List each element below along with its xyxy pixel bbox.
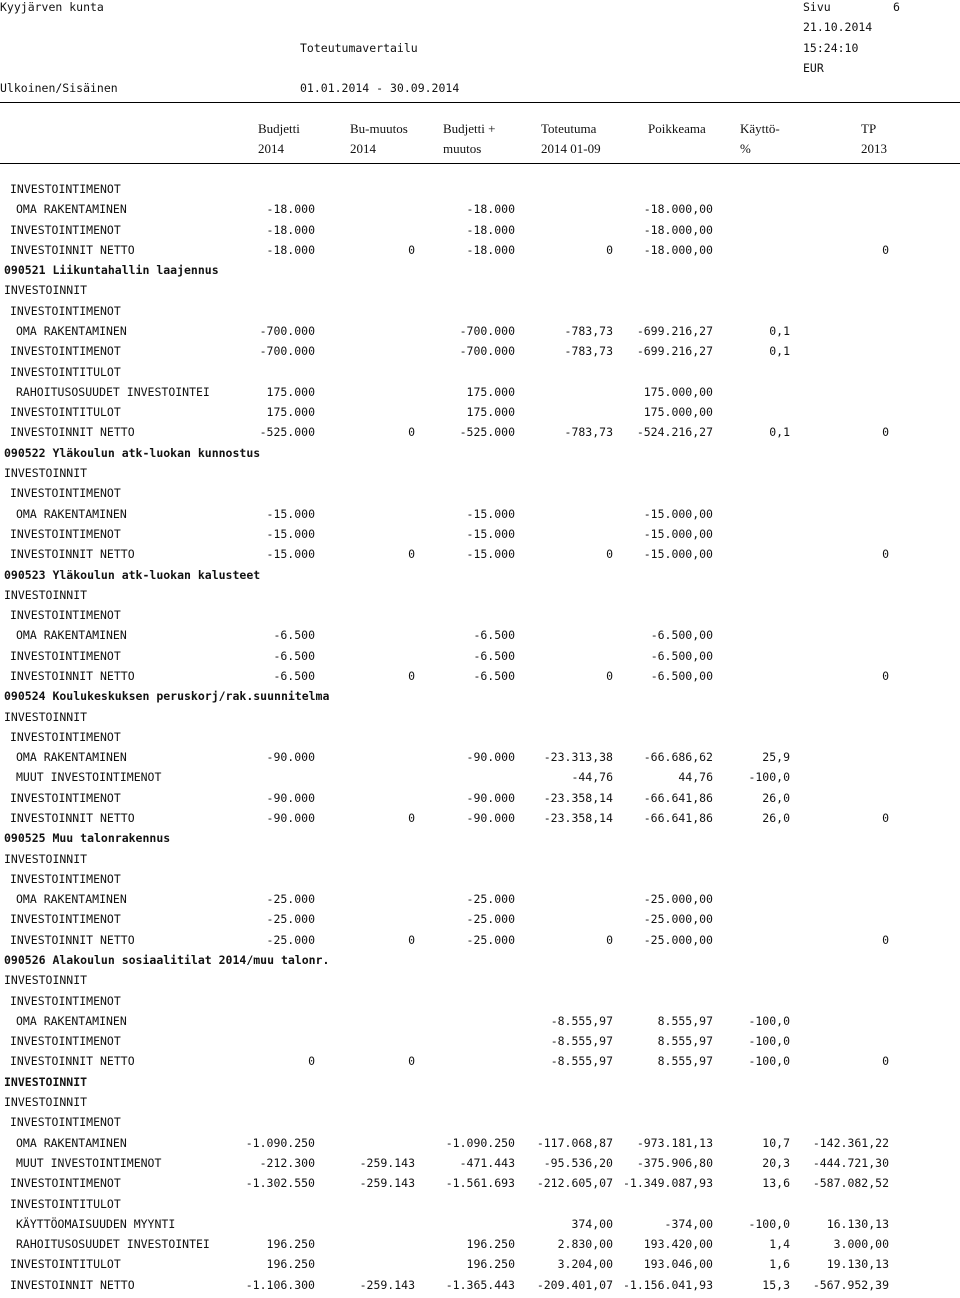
row-label: INVESTOINTIMENOT	[10, 1176, 121, 1190]
row-label: INVESTOINNIT NETTO	[10, 547, 135, 561]
cell-budjetti-muutos: -18.000	[466, 223, 515, 237]
cell-poikkeama: 8.555,97	[657, 1034, 713, 1048]
cell-budjetti: -18.000	[266, 243, 315, 257]
cell-budjetti: -25.000	[266, 892, 315, 906]
table-row	[0, 283, 960, 303]
row-label: INVESTOINNIT NETTO	[10, 243, 135, 257]
row-label: INVESTOINTITULOT	[10, 1197, 121, 1211]
table-row	[0, 831, 960, 851]
cell-budjetti-muutos: -525.000	[459, 425, 515, 439]
cell-toteutuma: -209.401,07	[536, 1278, 613, 1292]
cell-budjetti: 175.000	[266, 385, 315, 399]
section-heading: INVESTOINNIT	[4, 1075, 88, 1089]
table-row	[0, 912, 960, 932]
cell-budjetti: -1.302.550	[245, 1176, 315, 1190]
table-row	[0, 730, 960, 750]
table-row	[0, 791, 960, 811]
table-row	[0, 568, 960, 588]
cell-tp-2013: -567.952,39	[812, 1278, 889, 1292]
cell-budjetti-muutos: -15.000	[466, 547, 515, 561]
header-divider-bottom	[0, 163, 960, 164]
cell-budjetti: -700.000	[259, 324, 315, 338]
table-row	[0, 304, 960, 324]
row-label: INVESTOINTIMENOT	[10, 730, 121, 744]
cell-poikkeama: -25.000,00	[643, 933, 713, 947]
cell-poikkeama: -15.000,00	[643, 547, 713, 561]
cell-budjetti-muutos: -700.000	[459, 324, 515, 338]
cell-budjetti: -90.000	[266, 791, 315, 805]
row-label: INVESTOINTIMENOT	[10, 486, 121, 500]
row-label: OMA RAKENTAMINEN	[16, 324, 127, 338]
row-label: INVESTOINNIT NETTO	[10, 933, 135, 947]
cell-toteutuma: 0	[606, 669, 613, 683]
cell-poikkeama: -15.000,00	[643, 527, 713, 541]
cell-bu-muutos: 0	[408, 425, 415, 439]
cell-poikkeama: 8.555,97	[657, 1014, 713, 1028]
row-label: MUUT INVESTOINTIMENOT	[16, 770, 162, 784]
table-row	[0, 202, 960, 222]
section-heading: 090523 Yläkoulun atk-luokan kalusteet	[4, 568, 261, 582]
cell-tp-2013: 3.000,00	[833, 1237, 889, 1251]
table-row	[0, 1095, 960, 1115]
cell-poikkeama: -1.156.041,93	[622, 1278, 713, 1292]
cell-toteutuma: -117.068,87	[536, 1136, 613, 1150]
cell-bu-muutos: 0	[408, 1054, 415, 1068]
cell-budjetti: -18.000	[266, 202, 315, 216]
cell-budjetti-muutos: -90.000	[466, 791, 515, 805]
section-heading: 090526 Alakoulun sosiaalitilat 2014/muu talonr.	[4, 953, 330, 967]
cell-tp-2013: -444.721,30	[812, 1156, 889, 1170]
section-heading: 090524 Koulukeskuksen peruskorj/rak.suunnitelma	[4, 689, 330, 703]
cell-poikkeama: 175.000,00	[643, 405, 713, 419]
col-header-toteutuma-period: 2014 01-09	[541, 141, 601, 156]
cell-bu-muutos: -259.143	[359, 1156, 415, 1170]
cell-poikkeama: -18.000,00	[643, 243, 713, 257]
table-row	[0, 365, 960, 385]
table-row	[0, 1136, 960, 1156]
report-time: 15:24:10	[803, 41, 859, 55]
cell-toteutuma: 0	[606, 243, 613, 257]
cell-budjetti-muutos: -25.000	[466, 912, 515, 926]
cell-bu-muutos: 0	[408, 933, 415, 947]
cell-poikkeama: 193.420,00	[643, 1237, 713, 1251]
table-row	[0, 608, 960, 628]
cell-poikkeama: -6.500,00	[650, 628, 713, 642]
cell-poikkeama: -699.216,27	[636, 324, 713, 338]
table-row	[0, 547, 960, 567]
col-header-budjetti-year: 2014	[258, 141, 284, 156]
report-scope: Ulkoinen/Sisäinen	[0, 81, 118, 95]
table-row	[0, 1115, 960, 1135]
col-header-tp-year: 2013	[861, 141, 887, 156]
cell-poikkeama: -18.000,00	[643, 202, 713, 216]
row-label: INVESTOINTIMENOT	[10, 791, 121, 805]
table-row	[0, 994, 960, 1014]
table-row	[0, 446, 960, 466]
cell-budjetti-muutos: -1.090.250	[445, 1136, 515, 1150]
cell-budjetti: -25.000	[266, 933, 315, 947]
table-row	[0, 892, 960, 912]
cell-poikkeama: -6.500,00	[650, 649, 713, 663]
row-label: INVESTOINTIMENOT	[10, 304, 121, 318]
cell-kaytto-pct: 0,1	[769, 344, 790, 358]
table-row	[0, 770, 960, 790]
cell-toteutuma: -783,73	[564, 324, 613, 338]
table-row	[0, 1237, 960, 1257]
cell-toteutuma: 374,00	[571, 1217, 613, 1231]
table-row	[0, 182, 960, 202]
section-heading: 090525 Muu talonrakennus	[4, 831, 171, 845]
cell-budjetti-muutos: -18.000	[466, 243, 515, 257]
row-label: INVESTOINTITULOT	[10, 1257, 121, 1271]
cell-poikkeama: -66.641,86	[643, 791, 713, 805]
cell-toteutuma: 0	[606, 547, 613, 561]
cell-budjetti: -15.000	[266, 527, 315, 541]
table-row	[0, 385, 960, 405]
cell-poikkeama: -1.349.087,93	[622, 1176, 713, 1190]
row-label: INVESTOINTIMENOT	[10, 1115, 121, 1129]
cell-tp-2013: 0	[882, 1054, 889, 1068]
cell-poikkeama: 44,76	[678, 770, 713, 784]
cell-tp-2013: 0	[882, 933, 889, 947]
table-row	[0, 872, 960, 892]
cell-poikkeama: -15.000,00	[643, 507, 713, 521]
cell-budjetti-muutos: -90.000	[466, 811, 515, 825]
cell-kaytto-pct: 26,0	[762, 811, 790, 825]
report-title: Toteutumavertailu	[300, 41, 418, 55]
table-row	[0, 628, 960, 648]
cell-budjetti-muutos: -90.000	[466, 750, 515, 764]
cell-budjetti: -6.500	[273, 628, 315, 642]
row-label: INVESTOINNIT	[4, 466, 88, 480]
table-row	[0, 466, 960, 486]
table-row	[0, 405, 960, 425]
cell-budjetti-muutos: -6.500	[473, 649, 515, 663]
table-row	[0, 223, 960, 243]
cell-poikkeama: -375.906,80	[636, 1156, 713, 1170]
cell-tp-2013: 0	[882, 669, 889, 683]
cell-kaytto-pct: 1,4	[769, 1237, 790, 1251]
row-label: INVESTOINTITULOT	[10, 405, 121, 419]
row-label: INVESTOINTIMENOT	[10, 649, 121, 663]
cell-toteutuma: -783,73	[564, 344, 613, 358]
cell-budjetti: -1.090.250	[245, 1136, 315, 1150]
cell-toteutuma: 0	[606, 933, 613, 947]
table-row	[0, 1156, 960, 1176]
cell-budjetti-muutos: -6.500	[473, 628, 515, 642]
row-label: INVESTOINNIT	[4, 1095, 88, 1109]
table-row	[0, 486, 960, 506]
report-period: 01.01.2014 - 30.09.2014	[300, 81, 460, 95]
org-name: Kyyjärven kunta	[0, 0, 104, 14]
table-row	[0, 263, 960, 283]
row-label: INVESTOINTIMENOT	[10, 182, 121, 196]
row-label: INVESTOINNIT NETTO	[10, 1054, 135, 1068]
cell-toteutuma: -23.358,14	[543, 811, 613, 825]
col-header-budjetti: Budjetti	[258, 121, 300, 136]
table-row	[0, 1278, 960, 1298]
table-row	[0, 689, 960, 709]
cell-budjetti-muutos: -25.000	[466, 933, 515, 947]
cell-kaytto-pct: -100,0	[748, 1034, 790, 1048]
cell-poikkeama: -25.000,00	[643, 892, 713, 906]
cell-budjetti-muutos: -6.500	[473, 669, 515, 683]
cell-budjetti: -18.000	[266, 223, 315, 237]
col-header-toteutuma: Toteutuma	[541, 121, 597, 136]
section-heading: 090521 Liikuntahallin laajennus	[4, 263, 219, 277]
cell-budjetti-muutos: -15.000	[466, 507, 515, 521]
table-row	[0, 1014, 960, 1034]
row-label: INVESTOINTITULOT	[10, 365, 121, 379]
cell-budjetti: -212.300	[259, 1156, 315, 1170]
cell-kaytto-pct: 25,9	[762, 750, 790, 764]
table-row	[0, 1054, 960, 1074]
cell-bu-muutos: 0	[408, 669, 415, 683]
page-number: 6	[893, 0, 900, 14]
table-row	[0, 507, 960, 527]
cell-budjetti-muutos: 196.250	[466, 1257, 515, 1271]
cell-toteutuma: -23.313,38	[543, 750, 613, 764]
cell-kaytto-pct: 26,0	[762, 791, 790, 805]
col-header-budjetti-plus: Budjetti +	[443, 121, 496, 136]
cell-bu-muutos: -259.143	[359, 1176, 415, 1190]
table-row	[0, 1257, 960, 1277]
cell-budjetti: 196.250	[266, 1237, 315, 1251]
cell-budjetti-muutos: -25.000	[466, 892, 515, 906]
cell-budjetti-muutos: 175.000	[466, 385, 515, 399]
cell-budjetti: -6.500	[273, 649, 315, 663]
report-date: 21.10.2014	[803, 20, 873, 34]
section-heading: 090522 Yläkoulun atk-luokan kunnostus	[4, 446, 261, 460]
col-header-tp: TP	[861, 121, 877, 136]
table-row	[0, 750, 960, 770]
cell-poikkeama: 193.046,00	[643, 1257, 713, 1271]
page-label: Sivu	[803, 0, 831, 14]
table-row	[0, 973, 960, 993]
cell-toteutuma: -8.555,97	[550, 1034, 613, 1048]
cell-kaytto-pct: 15,3	[762, 1278, 790, 1292]
table-row	[0, 588, 960, 608]
cell-budjetti-muutos: -1.561.693	[445, 1176, 515, 1190]
row-label: INVESTOINNIT	[4, 973, 88, 987]
row-label: INVESTOINNIT NETTO	[10, 425, 135, 439]
row-label: RAHOITUSOSUUDET INVESTOINTEI	[16, 385, 210, 399]
cell-kaytto-pct: 20,3	[762, 1156, 790, 1170]
cell-kaytto-pct: 0,1	[769, 324, 790, 338]
cell-kaytto-pct: 0,1	[769, 425, 790, 439]
cell-tp-2013: 0	[882, 243, 889, 257]
row-label: OMA RAKENTAMINEN	[16, 202, 127, 216]
cell-budjetti: -15.000	[266, 547, 315, 561]
row-label: OMA RAKENTAMINEN	[16, 507, 127, 521]
cell-budjetti: -90.000	[266, 811, 315, 825]
cell-budjetti-muutos: 196.250	[466, 1237, 515, 1251]
cell-bu-muutos: 0	[408, 243, 415, 257]
cell-budjetti: -15.000	[266, 507, 315, 521]
table-row	[0, 933, 960, 953]
table-row	[0, 425, 960, 445]
table-row	[0, 953, 960, 973]
table-row	[0, 344, 960, 364]
row-label: KÄYTTÖOMAISUUDEN MYYNTI	[16, 1217, 176, 1231]
cell-budjetti-muutos: 175.000	[466, 405, 515, 419]
cell-toteutuma: -783,73	[564, 425, 613, 439]
row-label: INVESTOINNIT	[4, 588, 88, 602]
cell-poikkeama: -18.000,00	[643, 223, 713, 237]
table-row	[0, 527, 960, 547]
cell-budjetti-muutos: -471.443	[459, 1156, 515, 1170]
cell-kaytto-pct: -100,0	[748, 1054, 790, 1068]
row-label: OMA RAKENTAMINEN	[16, 628, 127, 642]
row-label: INVESTOINTIMENOT	[10, 527, 121, 541]
row-label: RAHOITUSOSUUDET INVESTOINTEI	[16, 1237, 210, 1251]
row-label: INVESTOINNIT NETTO	[10, 1278, 135, 1292]
table-row	[0, 243, 960, 263]
row-label: INVESTOINNIT NETTO	[10, 669, 135, 683]
row-label: INVESTOINNIT NETTO	[10, 811, 135, 825]
table-row	[0, 1197, 960, 1217]
header-divider-top	[0, 102, 960, 103]
row-label: INVESTOINTIMENOT	[10, 608, 121, 622]
cell-kaytto-pct: -100,0	[748, 770, 790, 784]
cell-toteutuma: 2.830,00	[557, 1237, 613, 1251]
cell-poikkeama: 175.000,00	[643, 385, 713, 399]
table-row	[0, 649, 960, 669]
cell-budjetti-muutos: -18.000	[466, 202, 515, 216]
row-label: INVESTOINTIMENOT	[10, 344, 121, 358]
cell-tp-2013: 0	[882, 425, 889, 439]
cell-poikkeama: -374,00	[664, 1217, 713, 1231]
cell-budjetti: -525.000	[259, 425, 315, 439]
row-label: INVESTOINTIMENOT	[10, 994, 121, 1008]
cell-toteutuma: -44,76	[571, 770, 613, 784]
row-label: INVESTOINTIMENOT	[10, 872, 121, 886]
cell-poikkeama: -66.686,62	[643, 750, 713, 764]
col-header-bu-muutos: Bu-muutos	[350, 121, 408, 136]
cell-kaytto-pct: 10,7	[762, 1136, 790, 1150]
cell-kaytto-pct: -100,0	[748, 1217, 790, 1231]
row-label: INVESTOINNIT	[4, 283, 88, 297]
col-header-kaytto-unit: %	[740, 141, 751, 156]
cell-bu-muutos: 0	[408, 811, 415, 825]
cell-budjetti: 0	[308, 1054, 315, 1068]
cell-poikkeama: -6.500,00	[650, 669, 713, 683]
cell-budjetti: 196.250	[266, 1257, 315, 1271]
cell-budjetti: -6.500	[273, 669, 315, 683]
row-label: MUUT INVESTOINTIMENOT	[16, 1156, 162, 1170]
row-label: INVESTOINNIT	[4, 852, 88, 866]
cell-tp-2013: -142.361,22	[812, 1136, 889, 1150]
cell-poikkeama: -25.000,00	[643, 912, 713, 926]
row-label: OMA RAKENTAMINEN	[16, 1136, 127, 1150]
col-header-poikkeama: Poikkeama	[648, 121, 706, 136]
table-row	[0, 1075, 960, 1095]
cell-budjetti: -1.106.300	[245, 1278, 315, 1292]
cell-budjetti: -25.000	[266, 912, 315, 926]
cell-tp-2013: 0	[882, 547, 889, 561]
table-row	[0, 710, 960, 730]
row-label: OMA RAKENTAMINEN	[16, 892, 127, 906]
cell-poikkeama: 8.555,97	[657, 1054, 713, 1068]
cell-poikkeama: -524.216,27	[636, 425, 713, 439]
cell-budjetti-muutos: -15.000	[466, 527, 515, 541]
cell-budjetti-muutos: -700.000	[459, 344, 515, 358]
cell-toteutuma: -95.536,20	[543, 1156, 613, 1170]
cell-tp-2013: 0	[882, 811, 889, 825]
row-label: INVESTOINNIT	[4, 710, 88, 724]
cell-kaytto-pct: -100,0	[748, 1014, 790, 1028]
cell-kaytto-pct: 1,6	[769, 1257, 790, 1271]
cell-toteutuma: -8.555,97	[550, 1014, 613, 1028]
table-row	[0, 1176, 960, 1196]
cell-budjetti: 175.000	[266, 405, 315, 419]
cell-toteutuma: -212.605,07	[536, 1176, 613, 1190]
table-row	[0, 324, 960, 344]
table-row	[0, 669, 960, 689]
cell-tp-2013: 16.130,13	[826, 1217, 889, 1231]
cell-kaytto-pct: 13,6	[762, 1176, 790, 1190]
cell-budjetti: -700.000	[259, 344, 315, 358]
cell-poikkeama: -973.181,13	[636, 1136, 713, 1150]
cell-toteutuma: -23.358,14	[543, 791, 613, 805]
table-row	[0, 811, 960, 831]
cell-bu-muutos: -259.143	[359, 1278, 415, 1292]
cell-poikkeama: -66.641,86	[643, 811, 713, 825]
table-row	[0, 852, 960, 872]
currency-label: EUR	[803, 61, 824, 75]
row-label: INVESTOINTIMENOT	[10, 912, 121, 926]
col-header-bu-muutos-year: 2014	[350, 141, 376, 156]
cell-poikkeama: -699.216,27	[636, 344, 713, 358]
cell-tp-2013: 19.130,13	[826, 1257, 889, 1271]
cell-toteutuma: -8.555,97	[550, 1054, 613, 1068]
cell-budjetti-muutos: -1.365.443	[445, 1278, 515, 1292]
row-label: OMA RAKENTAMINEN	[16, 1014, 127, 1028]
cell-tp-2013: -587.082,52	[812, 1176, 889, 1190]
cell-toteutuma: 3.204,00	[557, 1257, 613, 1271]
row-label: OMA RAKENTAMINEN	[16, 750, 127, 764]
col-header-kaytto: Käyttö-	[740, 121, 780, 136]
cell-budjetti: -90.000	[266, 750, 315, 764]
row-label: INVESTOINTIMENOT	[10, 223, 121, 237]
cell-bu-muutos: 0	[408, 547, 415, 561]
row-label: INVESTOINTIMENOT	[10, 1034, 121, 1048]
table-row	[0, 1217, 960, 1237]
col-header-budjetti-plus-sub: muutos	[443, 141, 482, 156]
table-row	[0, 1034, 960, 1054]
